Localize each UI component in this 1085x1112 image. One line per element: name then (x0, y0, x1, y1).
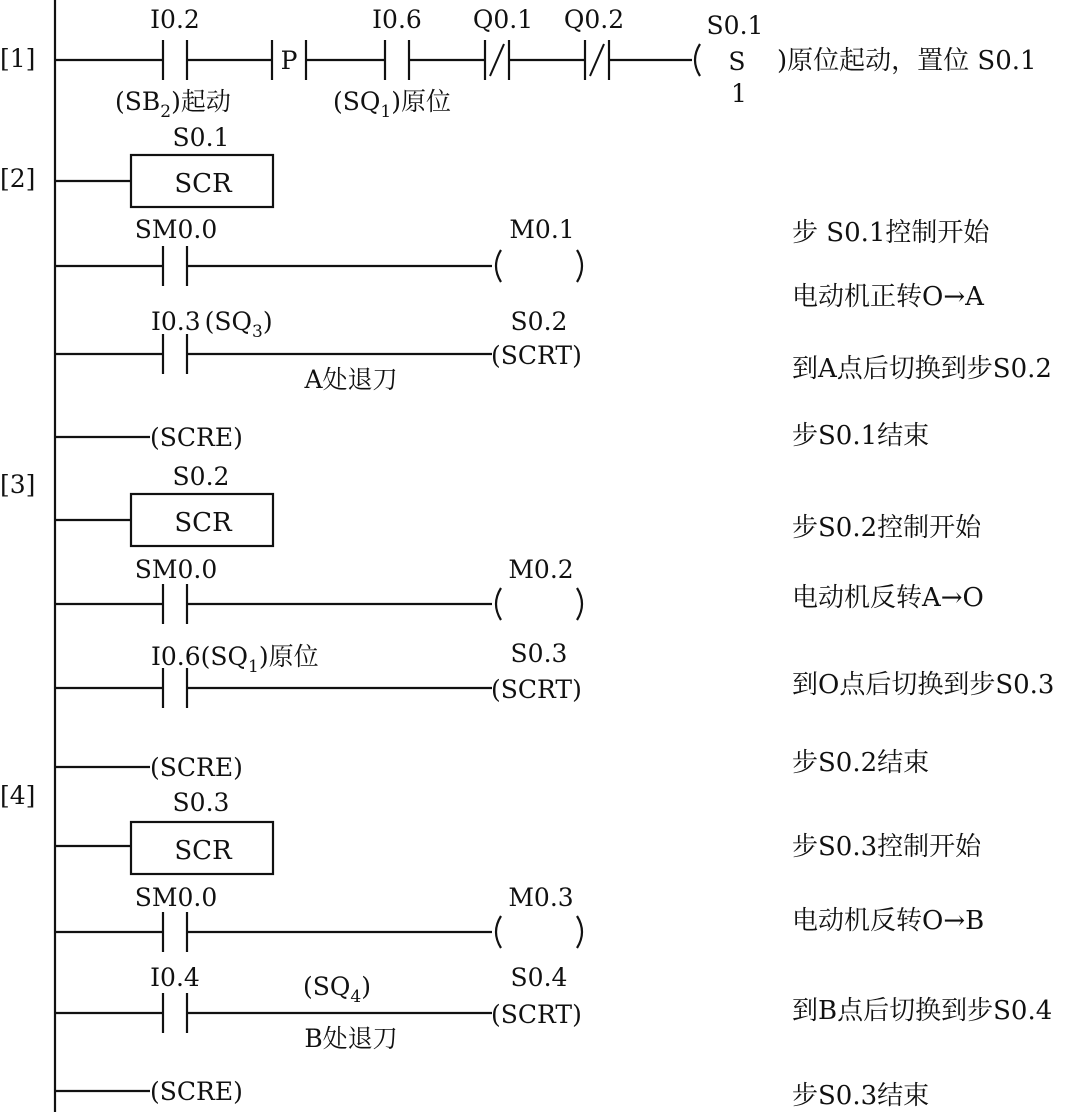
scr-s0-3-address: S0.3 (172, 788, 230, 817)
contact-i0-4-address: I0.4 (150, 963, 200, 992)
comment-step-s0-1-end: 步S0.1结束 (792, 421, 930, 451)
scre-step1: (SCRE) (150, 423, 243, 452)
scre-step2: (SCRE) (150, 753, 243, 782)
scrt-s0-3: (SCRT) (491, 675, 582, 704)
step-s0-1 (55, 123, 582, 452)
contact-sm0-0-step1-address: SM0.0 (134, 215, 218, 244)
comment-motor-forward: 电动机正转O→A (792, 282, 984, 312)
contact-i0-6-note: $(SQ_1)$原位 (333, 87, 451, 122)
contact-i0-3-address: I0.3 $(SQ_3)$ (151, 307, 273, 342)
contact-i0-2-address: I0.2 (150, 5, 200, 34)
scrt-s0-4: (SCRT) (491, 1000, 582, 1029)
contact-i0-3-note: A处退刀 (304, 365, 398, 394)
contact-i0-4-below-note: B处退刀 (304, 1024, 398, 1053)
step-s0-3 (55, 788, 582, 1106)
coil-m0-2 (496, 588, 582, 620)
contact-i0-6-address: I0.6 (372, 5, 422, 34)
positive-edge-label: P (280, 46, 298, 75)
nc-contact-q0-1 (485, 40, 509, 80)
network-label-3: [3] (0, 470, 36, 499)
contact-i0-3 (163, 334, 187, 374)
comment-step-s0-2-start: 步S0.2控制开始 (792, 513, 982, 543)
contact-sm0-0-step2 (163, 584, 187, 624)
scr-s0-2-label: SCR (174, 508, 232, 538)
set-coil-address: S0.1 (706, 11, 764, 40)
scr-s0-1-label: SCR (174, 169, 232, 199)
contact-i0-2-note: $(SB_2)$起动 (115, 87, 231, 122)
nc-contact-q0-2 (585, 40, 609, 80)
coil-m0-3-address: M0.3 (508, 883, 574, 912)
nc-contact-q0-1-address: Q0.1 (472, 5, 534, 34)
comment-step-s0-3-start: 步S0.3控制开始 (792, 832, 982, 862)
contact-sm0-0-step1 (163, 246, 187, 286)
scrt-s0-3-address: S0.3 (510, 639, 568, 668)
contact-sm0-0-step3 (163, 912, 187, 952)
scre-step3: (SCRE) (150, 1077, 243, 1106)
set-coil-s0-1 (695, 44, 700, 76)
comments-column (792, 218, 1054, 1111)
contact-sm0-0-step3-address: SM0.0 (134, 883, 218, 912)
contact-i0-4 (163, 993, 187, 1033)
comment-switch-to-s0-3: 到O点后切换到步S0.3 (792, 670, 1055, 700)
comment-motor-reverse-a-o: 电动机反转A→O (792, 583, 984, 613)
comment-step-s0-1-start: 步 S0.1控制开始 (792, 218, 990, 248)
step-s0-2 (55, 462, 582, 782)
coil-m0-3 (496, 916, 582, 948)
comment-switch-to-s0-4: 到B点后切换到步S0.4 (792, 996, 1053, 1026)
coil-m0-1 (496, 250, 582, 282)
contact-i0-4-note: $(SQ_4)$ (303, 972, 371, 1007)
network-label-4: [4] (0, 781, 36, 810)
contact-sm0-0-step2-address: SM0.0 (134, 555, 218, 584)
comment-switch-to-s0-2: 到A点后切换到步S0.2 (792, 354, 1052, 384)
contact-i0-6 (385, 40, 409, 80)
coil-m0-1-address: M0.1 (509, 215, 575, 244)
comment-motor-reverse-o-b: 电动机反转O→B (792, 906, 985, 936)
rung-1 (55, 5, 1037, 122)
set-coil-operation: S (728, 47, 746, 76)
coil-m0-2-address: M0.2 (508, 555, 574, 584)
rung-1-comment: )原位起动，置位 S0.1 (777, 46, 1037, 76)
nc-contact-q0-2-address: Q0.2 (563, 5, 625, 34)
network-label-1: [1] (0, 44, 36, 73)
comment-step-s0-2-end: 步S0.2结束 (792, 748, 930, 778)
scr-s0-3-label: SCR (174, 836, 232, 866)
set-coil-count: 1 (731, 79, 747, 108)
scr-s0-1-address: S0.1 (172, 123, 230, 152)
scrt-s0-4-address: S0.4 (510, 963, 568, 992)
comment-step-s0-3-end: 步S0.3结束 (792, 1081, 930, 1111)
scr-s0-2-address: S0.2 (172, 462, 230, 491)
network-label-2: [2] (0, 164, 36, 193)
contact-i0-6-step2-address: $I0.6(SQ_1)$原位 (151, 642, 319, 677)
contact-i0-2 (163, 40, 187, 80)
scrt-s0-2: (SCRT) (491, 341, 582, 370)
contact-i0-6-step2 (163, 668, 187, 708)
scrt-s0-2-address: S0.2 (510, 307, 568, 336)
